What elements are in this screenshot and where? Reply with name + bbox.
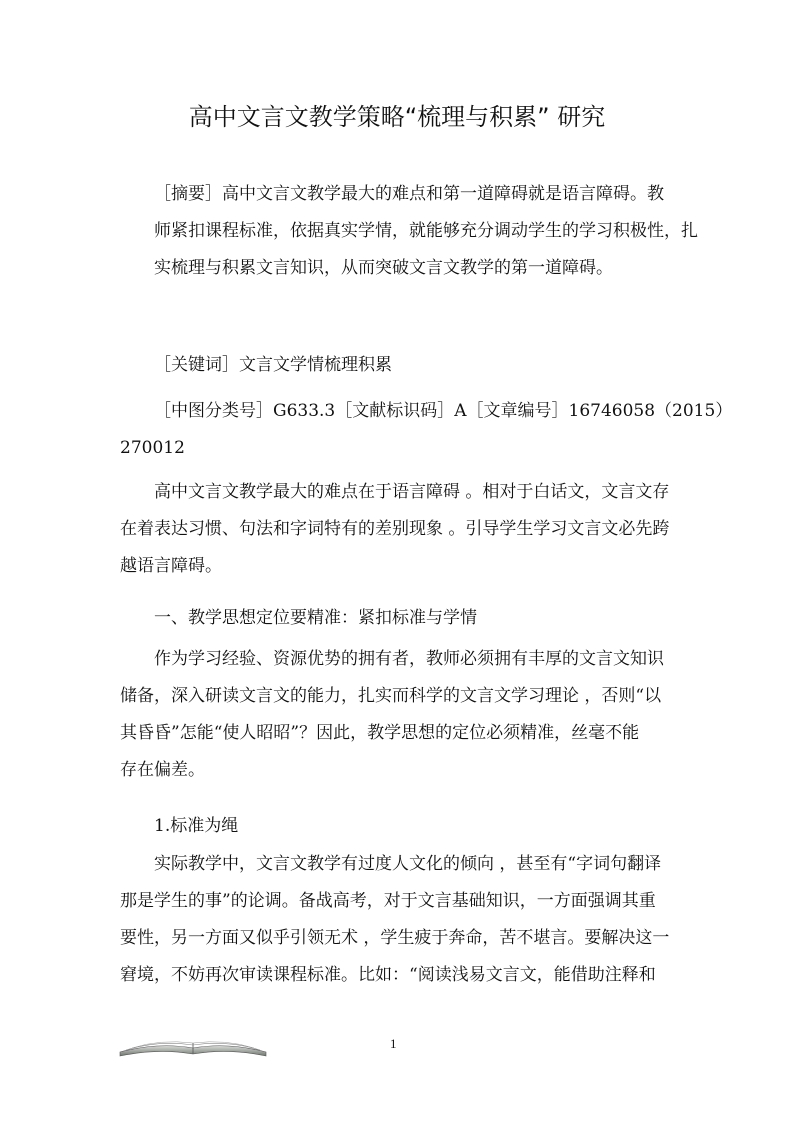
abstract-line: 实梳理与积累文言知识，从而突破文言文教学的第一道障碍。 <box>154 258 613 278</box>
classification-line: ［中图分类号］G633.3［文献标识码］A［文章编号］16746058（2015） <box>154 401 733 421</box>
abstract-paragraph <box>120 176 698 287</box>
section-heading-1 <box>120 600 676 637</box>
page-number: 1 <box>390 1036 397 1051</box>
open-book-icon <box>118 1032 268 1058</box>
intro-line: 高中文言文教学最大的难点在于语言障碍 。相对于白话文，文言文存 <box>154 482 670 502</box>
abstract-line: 师紧扣课程标准，依据真实学情，就能够充分调动学生的学习积极性，扎 <box>154 221 698 241</box>
body-line: 那是学生的事”的论调。备战高考，对于文言基础知识，一方面强调其重 <box>120 891 656 911</box>
section-heading-2 <box>120 808 676 845</box>
classification-line: 270012 <box>120 438 185 458</box>
keywords-paragraph <box>120 347 676 384</box>
classification-paragraph <box>120 393 733 467</box>
document-title: 高中文言文教学策略“梳理与积累” 研究 <box>188 103 606 131</box>
intro-line: 越语言障碍。 <box>120 556 222 576</box>
intro-paragraph <box>120 474 676 585</box>
body-line: 要性，另一方面又似乎引领无术 ，学生疲于奔命，苦不堪言。要解决这一 <box>120 928 670 948</box>
body-paragraph-1 <box>120 641 676 789</box>
body-paragraph-2 <box>120 846 676 994</box>
body-line: 实际教学中，文言文教学有过度人文化的倾向 ，甚至有“字词句翻译 <box>154 854 662 874</box>
body-line: 作为学习经验、资源优势的拥有者，教师必须拥有丰厚的文言文知识 <box>154 649 664 669</box>
body-line: 存在偏差。 <box>120 760 205 780</box>
body-line: 窘境，不妨再次审读课程标准。比如：“阅读浅易文言文，能借助注释和 <box>120 965 656 985</box>
keywords-line: ［关键词］文言文学情梳理积累 <box>154 355 392 375</box>
body-line: 其昏昏”怎能“使人昭昭”？因此，教学思想的定位必须精准，丝毫不能 <box>120 723 640 743</box>
heading-line: 1.标准为绳 <box>154 816 239 836</box>
abstract-line: ［摘要］高中文言文教学最大的难点和第一道障碍就是语言障碍。教 <box>154 184 664 204</box>
intro-line: 在着表达习惯、句法和字词特有的差别现象 。引导学生学习文言文必先跨 <box>120 519 670 539</box>
body-line: 储备，深入研读文言文的能力，扎实而科学的文言文学习理论 ，否则“以 <box>120 686 662 706</box>
heading-line: 一、教学思想定位要精准：紧扣标准与学情 <box>154 608 477 628</box>
